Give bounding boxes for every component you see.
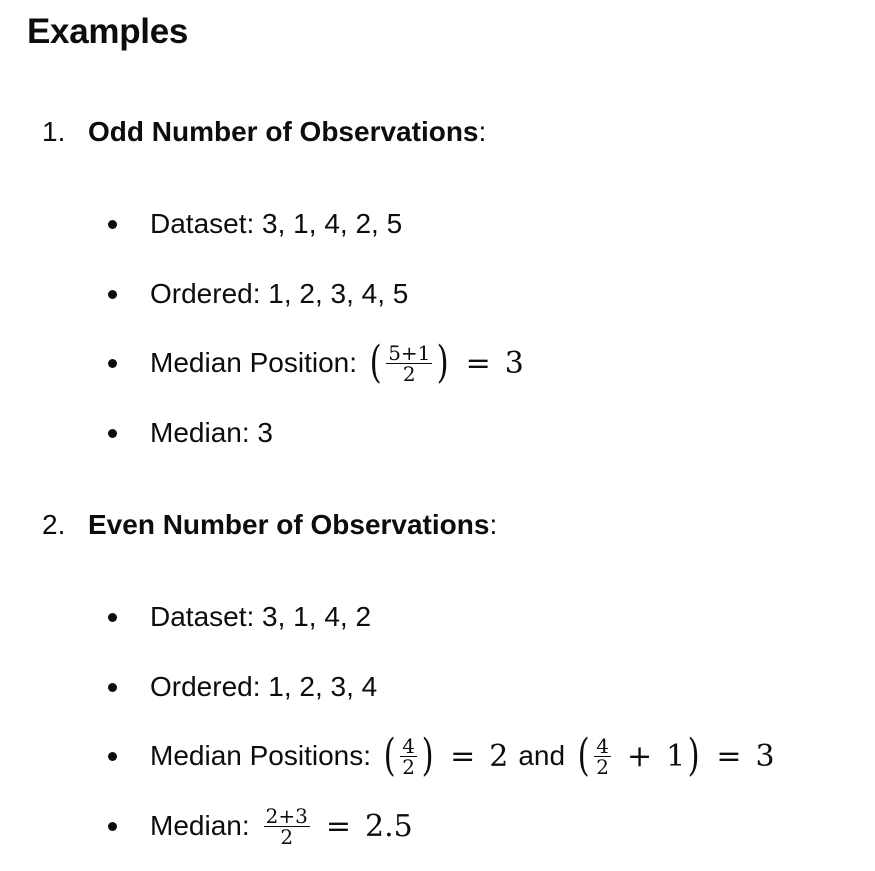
bullet-ordered-odd xyxy=(108,272,408,316)
fraction-denominator: 2 xyxy=(402,361,416,386)
fraction xyxy=(400,733,417,779)
left-paren: ( xyxy=(369,337,382,388)
median-formula xyxy=(262,803,413,849)
bullet-text: Median: 3 xyxy=(150,417,273,448)
list-item-odd-title xyxy=(42,112,486,152)
fraction-denominator: 2 xyxy=(596,754,609,779)
fraction-numerator: 2+3 xyxy=(265,803,308,828)
equals-sign: = xyxy=(465,345,491,381)
plus-term: 1 xyxy=(666,738,686,774)
bullet-icon xyxy=(108,752,117,761)
bullet-icon xyxy=(108,290,117,299)
title-colon: : xyxy=(478,116,487,147)
bullet-label: Median Positions: xyxy=(150,740,372,771)
left-paren: ( xyxy=(577,730,590,781)
fraction-numerator: 5+1 xyxy=(388,340,431,365)
fraction-denominator: 2 xyxy=(280,824,294,849)
bullet-median-even xyxy=(108,804,413,848)
right-paren: ) xyxy=(687,730,700,781)
right-paren: ) xyxy=(421,730,434,781)
bullet-median-odd xyxy=(108,411,273,455)
fraction xyxy=(594,733,611,779)
bullet-ordered-even xyxy=(108,665,377,709)
bullet-label: Median Position: xyxy=(150,347,358,378)
left-paren: ( xyxy=(383,730,396,781)
bullet-icon xyxy=(108,613,117,622)
bullet-icon xyxy=(108,220,117,229)
bullet-icon xyxy=(108,359,117,368)
bullet-icon xyxy=(108,429,117,438)
formula-result: 2.5 xyxy=(364,808,413,844)
right-paren: ) xyxy=(436,337,450,388)
bullet-text: Ordered: 1, 2, 3, 4, 5 xyxy=(150,278,409,309)
median-positions-formula xyxy=(381,730,775,781)
formula-result: 3 xyxy=(755,738,775,774)
list-item-title: Odd Number of Observations xyxy=(88,116,479,147)
list-item-even-title xyxy=(42,505,497,545)
plus-sign: + xyxy=(626,738,653,774)
bullet-label: Median: xyxy=(150,810,250,841)
bullet-text: Dataset: 3, 1, 4, 2, 5 xyxy=(150,208,403,239)
equals-sign: = xyxy=(450,738,476,774)
and-connector: and xyxy=(518,740,566,771)
fraction xyxy=(386,340,432,386)
fraction-denominator: 2 xyxy=(402,754,415,779)
list-number: 1. xyxy=(42,116,66,147)
fraction-numerator: 4 xyxy=(596,733,609,758)
section-heading: Examples xyxy=(27,12,189,51)
bullet-icon xyxy=(108,822,117,831)
bullet-text: Dataset: 3, 1, 4, 2 xyxy=(150,601,372,632)
bullet-median-position-odd xyxy=(108,337,524,388)
bullet-text: Ordered: 1, 2, 3, 4 xyxy=(150,671,378,702)
title-colon: : xyxy=(489,509,498,540)
formula-result: 3 xyxy=(504,345,524,381)
fraction xyxy=(264,803,310,849)
list-number: 2. xyxy=(42,509,66,540)
list-item-title: Even Number of Observations xyxy=(88,509,490,540)
bullet-icon xyxy=(108,683,117,692)
bullet-median-positions-even xyxy=(108,730,775,781)
formula-result: 2 xyxy=(489,738,509,774)
median-position-formula xyxy=(367,337,524,388)
equals-sign: = xyxy=(325,808,351,844)
bullet-dataset-even xyxy=(108,595,371,639)
equals-sign: = xyxy=(716,738,742,774)
fraction-numerator: 4 xyxy=(402,733,415,758)
bullet-dataset-odd xyxy=(108,202,402,246)
